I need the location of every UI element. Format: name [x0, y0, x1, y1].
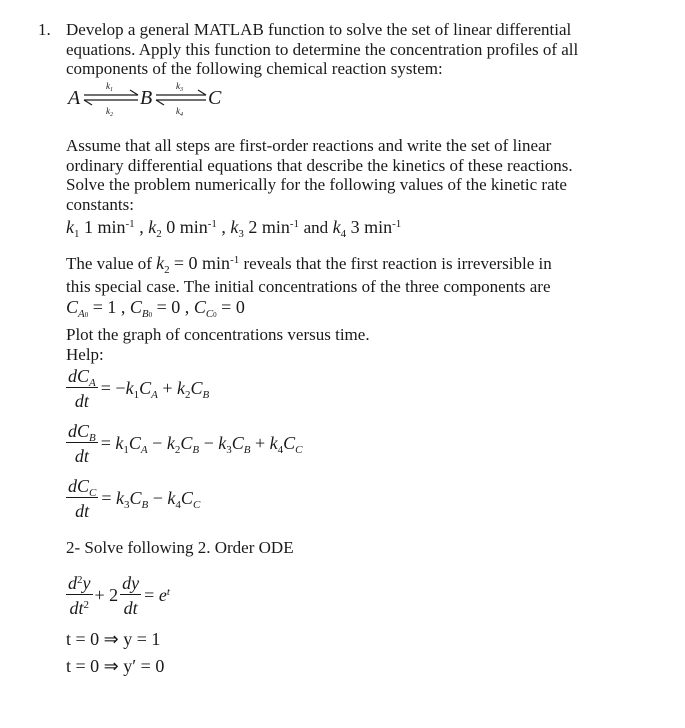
- help-label: Help:: [66, 345, 104, 364]
- k3-value: 2 min: [248, 217, 290, 237]
- equation-dcb: $\frac{dC_B}{dt}$ = $k_1C_A - k_2C_B - k_3C_B + k_4C_C$: [68, 421, 303, 466]
- special-case-line: this special case. The initial concentrations of the three components are: [66, 277, 551, 296]
- intro-line: equations. Apply this function to determine the concentration profiles of all: [66, 39, 579, 59]
- question-1-intro: [66, 20, 578, 79]
- intro-line: Develop a general MATLAB function to solve the set of linear differential: [66, 20, 572, 39]
- ca0-value: = 1 ,: [92, 297, 126, 317]
- value-pre: The value of: [66, 254, 152, 273]
- k1-value: 1 min: [84, 217, 126, 237]
- assumption-paragraph: [66, 136, 573, 214]
- assume-line: Assume that all steps are first-order reactions and write the set of linear: [66, 136, 552, 155]
- cb0-value: = 0 ,: [156, 297, 190, 317]
- reaction-scheme: [62, 80, 242, 116]
- equation-dca: $\frac{dC_A}{dt}$ = $-k_1C_A + k_2C_B$: [68, 366, 210, 411]
- species-c: C: [208, 87, 222, 109]
- value-post: reveals that the first reaction is irreversible in: [239, 254, 552, 273]
- assume-line: Solve the problem numerically for the following values of the kinetic rate: [66, 175, 567, 195]
- k-symbol: k: [156, 253, 165, 273]
- second-order-ode: $\frac{d^2y}{dt^2}$ + 2 $\frac{dy}{dt}$ = $e^t$: [68, 573, 170, 618]
- equation-dcc: $\frac{dC_C}{dt}$ = $k_3C_B - k_4C_C$: [68, 476, 201, 521]
- and-word: and: [303, 218, 329, 237]
- initial-condition-1: t = 0 ⇒ y = 1: [66, 629, 161, 649]
- initial-condition-2: t = 0 ⇒ y′ = 0: [66, 656, 165, 676]
- exp: -1: [392, 218, 402, 230]
- assume-line: ordinary differential equations that describe the kinetics of these reactions.: [66, 155, 573, 175]
- question-2-title: 2- Solve following 2. Order ODE: [66, 538, 294, 557]
- question-number-1: 1.: [38, 20, 51, 39]
- k2-zero: = 0 min: [173, 253, 231, 273]
- k3-label: $k_3$: [176, 81, 183, 93]
- exp: -1: [230, 254, 240, 266]
- rate-constants: $k_1$ 1 $\min^{-1}$ , $k_2$ 0 $\min^{-1}$ , $k_3$ 2 $\min^{-1}$ and $k_4$ 3 $\min^{-1}$: [66, 217, 402, 240]
- species-b: B: [140, 87, 153, 109]
- k1-label: $k_1$: [106, 81, 113, 93]
- k2-value: 0 min: [166, 217, 208, 237]
- value-line: The value of $k_2 = 0$ $\min^{-1}$ reveals that the first reaction is irreversible in: [66, 253, 552, 276]
- k2-label: $k_2$: [106, 106, 113, 116]
- cc0-value: = 0: [221, 297, 245, 317]
- exp: -1: [125, 218, 135, 230]
- initial-concentrations: $C_{A0} = 1$ , $C_{B0} = 0$ , $C_{C0} = 0$: [66, 297, 245, 320]
- assume-line: constants:: [66, 194, 134, 214]
- exp: -1: [289, 218, 300, 230]
- exp: -1: [207, 218, 217, 230]
- k4-value: 3 min: [350, 217, 393, 237]
- species-a: A: [68, 87, 81, 109]
- plot-instruction: Plot the graph of concentrations versus time.: [66, 325, 370, 344]
- intro-line: components of the following chemical reaction system:: [66, 59, 443, 79]
- k4-label: $k_4$: [176, 106, 183, 116]
